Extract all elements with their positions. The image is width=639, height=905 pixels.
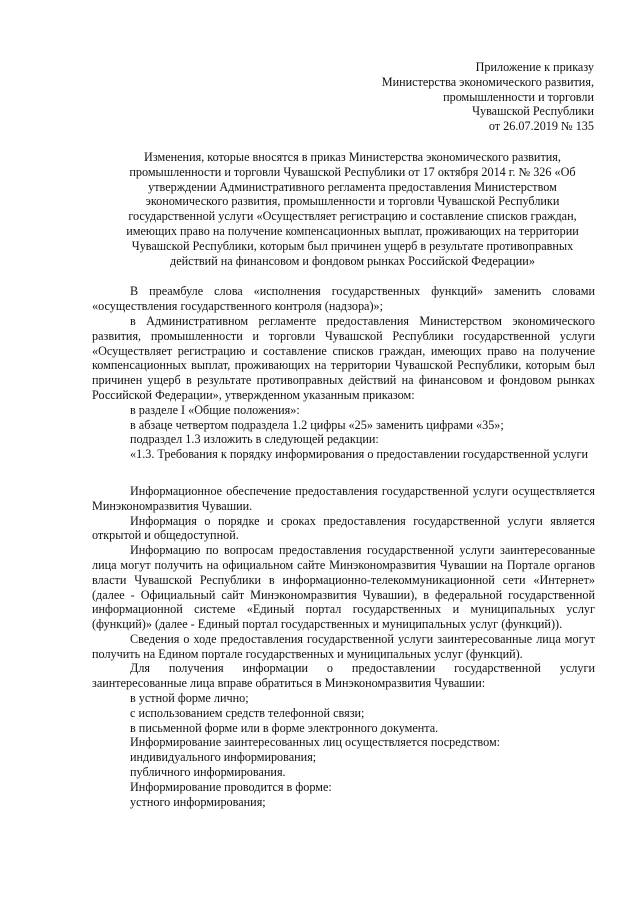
paragraph: Информационное обеспечение предоставления государственной услуги осуществляется Минэкономразвития Чувашии. bbox=[92, 483, 595, 513]
paragraph: Информирование заинтересованных лиц осуществляется посредством: bbox=[130, 735, 501, 750]
paragraph: в Административном регламенте предоставления Министерством экономического развития, промышленности и торговли Чувашской Республики государственной услуги «Осуществляет регистрацию и составление списков граждан, имеющих право на получение компенсационных выплат, проживающих на территории Чувашской Республики, которым был причинен ущерб в результате противоправных действий на финансовом и фондовом рынках Российской Федерации», утвержденном указанным приказом: bbox=[92, 313, 595, 402]
annex-line: Приложение к приказу bbox=[475, 60, 594, 74]
annex-line: Министерства экономического развития, bbox=[381, 74, 594, 89]
list-item: устного информирования; bbox=[130, 794, 266, 809]
paragraph: в разделе I «Общие положения»: bbox=[130, 402, 300, 417]
paragraph: Информация о порядке и сроках предоставления государственной услуги является открытой и общедоступной. bbox=[92, 513, 595, 543]
section-gap bbox=[92, 462, 595, 484]
paragraph: в абзаце четвертом подраздела 1.2 цифры «25» заменить цифрами «35»; bbox=[130, 417, 504, 432]
annex-line: Чувашской Республики bbox=[472, 104, 594, 119]
paragraph: Сведения о ходе предоставления государственной услуги заинтересованные лица могут получить на Едином портале государственных и муниципальных услуг (функций). bbox=[92, 631, 595, 661]
document-body bbox=[92, 284, 595, 809]
list-item: с использованием средств телефонной связи; bbox=[130, 705, 365, 720]
annex-line: промышленности и торговли bbox=[443, 89, 594, 104]
paragraph: В преамбуле слова «исполнения государственных функций» заменить словами «осуществления государственного контроля (надзора)»; bbox=[92, 284, 595, 314]
list-item: в устной форме лично; bbox=[130, 691, 249, 706]
annex-header bbox=[92, 60, 594, 134]
paragraph: Информирование проводится в форме: bbox=[130, 779, 332, 794]
list-item: публичного информирования. bbox=[130, 765, 286, 780]
paragraph: «1.3. Требования к порядку информирования о предоставлении государственной услуги bbox=[130, 447, 589, 462]
annex-line: от 26.07.2019 № 135 bbox=[488, 119, 594, 134]
list-item: в письменной форме или в форме электронного документа. bbox=[130, 720, 439, 735]
paragraph: Информацию по вопросам предоставления государственной услуги заинтересованные лица могут получить на официальном сайте Минэкономразвития Чувашии на Портале органов власти Чувашской Республики в информационно-телекоммуникационной сети «Интернет» (далее - Официальный сайт Минэкономразвития Чувашии), в федеральной государственной информационной системе «Единый портал государственных и муниципальных услуг (функций)» (далее - Единый портал государственных и муниципальных услуг (функций)). bbox=[92, 543, 595, 632]
list-item: индивидуального информирования; bbox=[130, 750, 317, 765]
paragraph: Для получения информации о предоставлении государственной услуги заинтересованные лица вправе обратиться в Минэкономразвития Чувашии: bbox=[92, 661, 595, 691]
paragraph: подраздел 1.3 изложить в следующей редакции: bbox=[130, 432, 379, 447]
document-title: Изменения, которые вносятся в приказ Министерства экономического развития, промышленности и торговли Чувашской Республики от 17 октября 2014 г. № 326 «Об утверждении Административного регламента предоставления Министерством экономического развития, промышленности и торговли Чувашской Республики государственной услуги «Осуществляет регистрацию и составление списков граждан, имеющих право на получение компенсационных выплат, проживающих на территории Чувашской Республики, которым был причинен ущерб в результате противоправных действий на финансовом и фондовом рынках Российской Федерации» bbox=[126, 149, 579, 268]
